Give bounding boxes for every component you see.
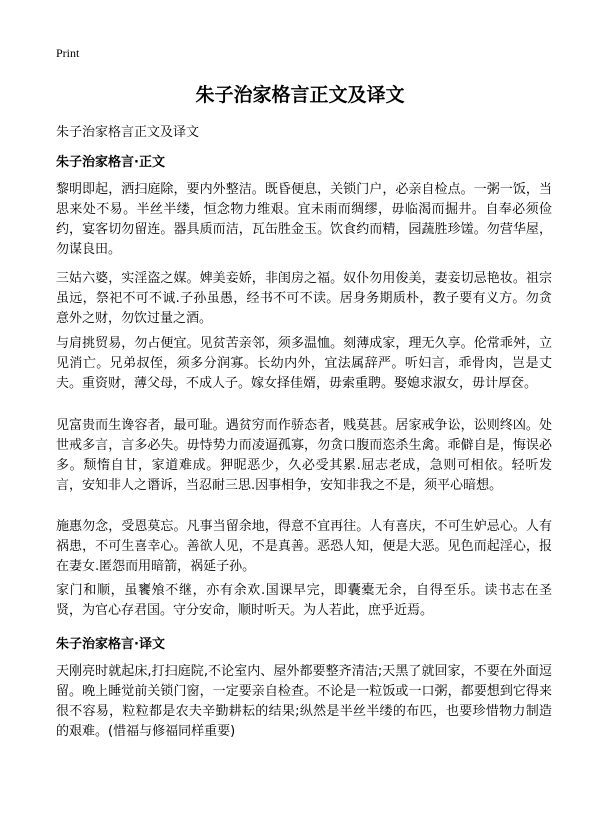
- paragraph: 黎明即起，洒扫庭除，要内外整洁。既昏便息，关锁门户，必亲自检点。一粥一饭，当思来处不易。半丝半缕，恒念物力维艰。宜未雨而绸缪，毋临渴而掘井。自奉必须俭约，宴客切勿留连。器具质而洁，瓦缶胜金玉。饮食约而精，园蔬胜珍馐。勿营华屋，勿谋良田。: [56, 182, 552, 257]
- document-subtitle: 朱子治家格言正文及译文: [56, 125, 200, 140]
- paragraph: 家门和顺，虽饔飧不继，亦有余欢.国课早完，即囊橐无余，自得至乐。读书志在圣贤，为官心存君国。守分安命，顺时听天。为人若此，庶乎近焉。: [56, 583, 552, 618]
- paragraph: 与肩挑贸易，勿占便宜。见贫苦亲邻，须多温恤。刻薄成家，理无久享。伦常乖舛，立见消亡。兄弟叔侄，须多分润寡。长幼内外，宜法属辞严。听妇言，乖骨肉，岂是丈夫。重资财，薄父母，不成人子。嫁女择佳婿，毋索重聘。娶媳求淑女，毋计厚奁。: [56, 336, 552, 391]
- section-heading-translation: 朱子治家格言·译文: [56, 637, 165, 652]
- paragraph: 施惠勿念，受恩莫忘。凡事当留余地，得意不宜再往。人有喜庆，不可生妒忌心。人有祸患，不可生喜幸心。善欲人见，不是真善。恶恐人知，便是大恶。见色而起淫心，报在妻女.匿怨而用暗箭，祸延子孙。: [56, 519, 552, 574]
- section-heading-original: 朱子治家格言·正文: [56, 155, 165, 170]
- paragraph: 见富贵而生谗容者，最可耻。遇贫穷而作骄态者，贱莫甚。居家戒争讼，讼则终凶。处世戒多言，言多必失。毋恃势力而凌逼孤寡，勿贪口腹而恣杀生禽。乖僻自是，悔误必多。颓惰自甘，家道难成。狎昵恶少，久必受其累.屈志老成，急则可相依。轻听发言，安知非人之谮诉，当忍耐三思.因事相争，安知非我之不是，须平心暗想。: [56, 418, 552, 493]
- paragraph: 三姑六婆，实淫盗之媒。婢美妾娇，非闺房之福。奴仆勿用俊美，妻妾切忌艳妆。祖宗虽远，祭祀不可不诚.子孙虽愚，经书不可不读。居身务期质朴，教子要有义方。勿贪意外之财，勿饮过量之酒。: [56, 271, 552, 326]
- page-title: 朱子治家格言正文及译文: [195, 84, 405, 106]
- paragraph: 天刚亮时就起床,打扫庭院,不论室内、屋外都要整齐清洁;天黑了就回家，不要在外面逗留。晚上睡觉前关锁门窗，一定要亲自检查。不论是一粒饭或一口粥，都要想到它得来很不容易，粒粒都是农夫辛勤耕耘的结果;纵然是半丝半缕的布匹，也要珍惜物力制造的艰难。(惜福与修福同样重要): [56, 664, 552, 739]
- print-link[interactable]: Print: [56, 46, 80, 60]
